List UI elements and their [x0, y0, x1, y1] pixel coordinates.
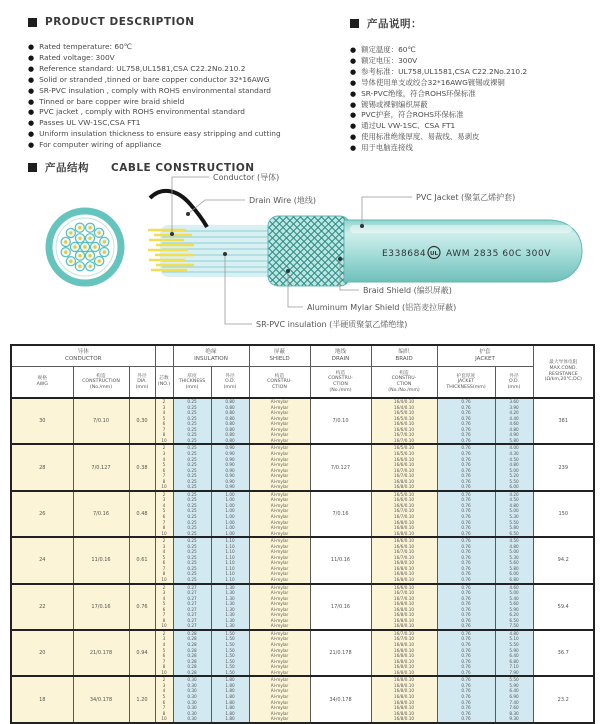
heading-text-cn: 产品说明： [367, 18, 422, 30]
bullet-item: ● Tinned or bare copper wire braid shield [28, 97, 350, 108]
cell-ins_thickness: 0.28 0.28 0.28 0.28 0.28 0.28 0.28 0.28 [173, 630, 211, 676]
cell-jacket_od: 3.60 3.90 4.20 4.40 4.60 4.80 4.90 5.80 [495, 398, 533, 444]
group-header-cell: 编织 BRAID [371, 345, 437, 367]
section-heading-en [28, 16, 350, 28]
construction-heading-en: CABLE CONSTRUCTION [111, 161, 255, 174]
cell-dia: 0.38 [129, 444, 155, 490]
cell-ins_od: 0.90 0.90 0.90 0.90 0.90 0.90 0.90 0.90 [211, 444, 249, 490]
cell-awg: 20 [11, 630, 73, 676]
cell-cores: 2 3 4 5 6 7 8 10 [155, 444, 173, 490]
group-header-cell [155, 345, 173, 367]
cell-ins_od: 1.80 1.80 1.80 1.80 1.80 1.80 1.80 1.80 [211, 676, 249, 722]
bullet-item: ● Uniform insulation thickness to ensure easy stripping and cutting [28, 129, 350, 140]
bullet-item: ● PVC护套，符合ROHS环保标准 [350, 110, 600, 121]
cell-jacket_thickness: 0.76 0.76 0.76 0.76 0.76 0.76 0.76 0.76 [437, 398, 495, 444]
bullet-item: ● Reference standard: UL758,UL1581,CSA C22.2No.210.2 [28, 64, 350, 75]
cell-res: 36.7 [533, 630, 594, 676]
cell-awg: 24 [11, 537, 73, 583]
bullet-list-cn [350, 45, 600, 154]
awg-row-20 [11, 630, 594, 676]
bullet-item: ● SR-PVC insulation , comply with ROHS environmental standard [28, 86, 350, 97]
group-header-cell: 护套 JACKET [437, 345, 533, 367]
cell-ins_od: 1.30 1.30 1.30 1.30 1.30 1.30 1.30 1.30 [211, 584, 249, 630]
awg-row-18 [11, 676, 594, 722]
cable-diagram [10, 168, 593, 340]
label-drain-wire: Drain Wire (地线) [249, 196, 316, 206]
cell-jacket_od: 4.80 5.10 5.50 5.90 6.40 6.80 7.10 7.90 [495, 630, 533, 676]
bullet-item: ● Solid or stranded ,tinned or bare copper conductor 32*16AWG [28, 75, 350, 86]
cell-awg: 18 [11, 676, 73, 722]
cell-cores: 2 3 4 5 6 7 8 10 [155, 398, 173, 444]
cell-drain: 7/0.16 [310, 491, 371, 537]
bullet-item: ● 通过UL VW-1SC、CSA FT1 [350, 121, 600, 132]
cable-construction-section [0, 160, 603, 342]
cell-drain: 7/0.127 [310, 444, 371, 490]
cell-res: 381 [533, 398, 594, 444]
cell-construction: 17/0.16 [73, 584, 129, 630]
bullet-item: ● For computer wiring of appliance [28, 140, 350, 151]
column-header-construction: 构造 CONSTRUCTION (No./mm) [73, 367, 129, 399]
cell-construction: 21/0.178 [73, 630, 129, 676]
construction-heading-cn: 产品结构 [45, 162, 89, 175]
cell-jacket_od: 4.50 4.80 5.00 5.30 5.60 5.80 6.00 6.80 [495, 537, 533, 583]
cell-construction: 7/0.10 [73, 398, 129, 444]
cell-shield: Al-mylar Al-mylar Al-mylar Al-mylar Al-mylar Al-mylar Al-mylar Al-mylar [249, 630, 310, 676]
cell-braid: 16/7/0.10 16/7/0.10 16/8/0.10 16/8/0.10 16/8/0.10 16/8/0.10 16/8/0.10 16/8/0.10 [371, 630, 437, 676]
column-header-dia: 外径 DIA. (mm) [129, 367, 155, 399]
cell-construction: 34/0.178 [73, 676, 129, 722]
drain-wire [150, 191, 207, 227]
cell-drain: 17/0.16 [310, 584, 371, 630]
cable-print-cert: E338684 [382, 249, 427, 260]
square-bullet-icon [350, 19, 359, 28]
conductor-strands [148, 230, 194, 270]
cell-shield: Al-mylar Al-mylar Al-mylar Al-mylar Al-mylar Al-mylar Al-mylar Al-mylar [249, 398, 310, 444]
cell-jacket_thickness: 0.76 0.76 0.76 0.76 0.76 0.76 0.76 0.76 [437, 676, 495, 722]
bullet-item: ● 使用标准绝缘厚度、易裁线、易剥皮 [350, 132, 600, 143]
svg-text:UL: UL [430, 251, 438, 258]
table-group-header-row [11, 345, 594, 367]
column-header-braid: 构造 CONSTRU- CTION (No./No./mm) [371, 367, 437, 399]
cell-jacket_od: 4.20 4.50 4.80 5.00 5.30 5.50 5.80 6.50 [495, 491, 533, 537]
product-description-section [0, 0, 603, 154]
column-header-drain: 构造 CONSTRU- CTION (No./mm) [310, 367, 371, 399]
column-header-jacket_od: 外径 O.D. (mm) [495, 367, 533, 399]
cell-dia: 0.94 [129, 630, 155, 676]
cell-drain: 11/0.16 [310, 537, 371, 583]
bullet-item: ● Passes UL VW-1SC,CSA FT1 [28, 118, 350, 129]
cell-dia: 0.61 [129, 537, 155, 583]
cell-awg: 30 [11, 398, 73, 444]
cell-braid: 16/5/0.10 16/5/0.10 16/6/0.10 16/6/0.10 16/7/0.10 16/7/0.10 16/8/0.10 16/8/0.10 [371, 444, 437, 490]
product-description-cn [350, 16, 600, 154]
square-bullet-icon [28, 18, 37, 27]
bullet-item: ● SR-PVC绝缘，符合ROHS环保标准 [350, 89, 600, 100]
cell-ins_thickness: 0.27 0.27 0.27 0.27 0.27 0.27 0.27 0.27 [173, 584, 211, 630]
cell-ins_thickness: 0.25 0.25 0.25 0.25 0.25 0.25 0.25 0.25 [173, 537, 211, 583]
cell-shield: Al-mylar Al-mylar Al-mylar Al-mylar Al-mylar Al-mylar Al-mylar Al-mylar [249, 491, 310, 537]
bullet-item: ● 用于电脑连接线 [350, 143, 600, 154]
label-conductor: Conductor (导体) [213, 173, 280, 183]
cell-res: 94.2 [533, 537, 594, 583]
cell-cores: 2 3 4 5 6 7 8 10 [155, 537, 173, 583]
product-description-en [28, 16, 350, 154]
awg-row-24 [11, 537, 594, 583]
cell-awg: 26 [11, 491, 73, 537]
cell-ins_od: 1.50 1.50 1.50 1.50 1.50 1.50 1.50 1.50 [211, 630, 249, 676]
cell-shield: Al-mylar Al-mylar Al-mylar Al-mylar Al-mylar Al-mylar Al-mylar Al-mylar [249, 676, 310, 722]
specification-table [10, 344, 595, 724]
cell-ins_od: 1.10 1.10 1.10 1.10 1.10 1.10 1.10 1.10 [211, 537, 249, 583]
group-header-cell: 屏蔽 SHIELD [249, 345, 310, 367]
cell-drain: 34/0.178 [310, 676, 371, 722]
cell-ins_thickness: 0.25 0.25 0.25 0.25 0.25 0.25 0.25 0.25 [173, 398, 211, 444]
cell-shield: Al-mylar Al-mylar Al-mylar Al-mylar Al-mylar Al-mylar Al-mylar Al-mylar [249, 537, 310, 583]
cell-cores: 2 3 4 5 6 7 8 10 [155, 630, 173, 676]
cable-cross-section [49, 211, 121, 283]
column-header-jacket_thickness: 护套厚度 JACKET THICKNESS(mm) [437, 367, 495, 399]
bullet-item: ● Rated voltage: 300V [28, 53, 350, 64]
cell-dia: 0.30 [129, 398, 155, 444]
cell-jacket_od: 4.00 4.30 4.50 4.80 5.00 5.20 5.50 6.00 [495, 444, 533, 490]
cell-jacket_thickness: 0.76 0.76 0.76 0.76 0.76 0.76 0.76 0.76 [437, 537, 495, 583]
group-header-cell: 绝缘 INSULATION [173, 345, 249, 367]
cell-awg: 22 [11, 584, 73, 630]
cell-res: 150 [533, 491, 594, 537]
cell-braid: 16/5/0.10 16/6/0.10 16/6/0.10 16/7/0.10 16/7/0.10 16/8/0.10 16/8/0.10 16/8/0.10 [371, 491, 437, 537]
resistance-header-cell: 最大导体电阻 MAX.COND. RESISTANCE (Ω/km,20℃,DC) [533, 345, 594, 398]
label-sr-pvc-insulation: SR-PVC insulation (半硬质聚氯乙烯绝缘) [256, 320, 408, 330]
label-aluminum-mylar: Aluminum Mylar Shield (铝箔麦拉屏蔽) [307, 303, 457, 313]
cell-construction: 7/0.16 [73, 491, 129, 537]
group-header-cell: 导体 CONDUCTOR [11, 345, 155, 367]
table-subheader-row [11, 367, 594, 399]
cell-jacket_thickness: 0.76 0.76 0.76 0.76 0.76 0.76 0.76 0.76 [437, 630, 495, 676]
bullet-item: ● Rated temperature: 60℃ [28, 42, 350, 53]
cell-jacket_od: 5.50 5.90 6.40 6.90 7.40 7.60 8.30 9.30 [495, 676, 533, 722]
section-heading-cn [350, 16, 600, 31]
cell-shield: Al-mylar Al-mylar Al-mylar Al-mylar Al-mylar Al-mylar Al-mylar Al-mylar [249, 444, 310, 490]
bullet-item: ● 镀锡或裸铜编织屏蔽 [350, 100, 600, 111]
cell-res: 23.2 [533, 676, 594, 722]
cell-ins_thickness: 0.25 0.25 0.25 0.25 0.25 0.25 0.25 0.25 [173, 491, 211, 537]
cell-dia: 1.20 [129, 676, 155, 722]
cell-awg: 28 [11, 444, 73, 490]
cell-res: 239 [533, 444, 594, 490]
column-header-ins_thickness: 厚度 THICKNESS (mm) [173, 367, 211, 399]
awg-row-22 [11, 584, 594, 630]
cell-construction: 11/0.16 [73, 537, 129, 583]
cell-braid: 16/8/0.10 16/8/0.10 16/8/0.10 16/8/0.10 16/8/0.10 16/8/0.10 16/8/0.10 16/8/0.10 [371, 676, 437, 722]
cell-drain: 21/0.178 [310, 630, 371, 676]
awg-row-28 [11, 444, 594, 490]
bullet-item: ● 参考标准：UL758,UL1581,CSA C22.2No.210.2 [350, 67, 600, 78]
cell-ins_od: 0.80 0.80 0.80 0.80 0.80 0.80 0.80 0.80 [211, 398, 249, 444]
cell-drain: 7/0.10 [310, 398, 371, 444]
label-braid-shield: Braid Shield (编织屏蔽) [363, 286, 452, 296]
cell-braid: 16/6/0.10 16/7/0.10 16/7/0.10 16/8/0.10 16/8/0.10 16/8/0.10 16/8/0.10 16/8/0.10 [371, 584, 437, 630]
cell-construction: 7/0.127 [73, 444, 129, 490]
bullet-list-en [28, 42, 350, 151]
column-header-ins_od: 外径 O.D. (mm) [211, 367, 249, 399]
column-header-cores: 芯数 (NO.) [155, 367, 173, 399]
column-header-awg: 规格 AWG [11, 367, 73, 399]
pvc-jacket-section [344, 220, 582, 282]
cell-dia: 0.76 [129, 584, 155, 630]
cell-jacket_thickness: 0.76 0.76 0.76 0.76 0.76 0.76 0.76 0.76 [437, 491, 495, 537]
awg-row-30 [11, 398, 594, 444]
cell-cores: 2 3 4 5 6 7 8 10 [155, 491, 173, 537]
cell-cores: 2 3 4 5 6 7 8 10 [155, 676, 173, 722]
cell-braid: 16/4/0.10 16/4/0.10 16/5/0.10 16/5/0.10 16/6/0.10 16/6/0.10 16/7/0.10 16/7/0.10 [371, 398, 437, 444]
cell-res: 59.4 [533, 584, 594, 630]
cell-jacket_thickness: 0.76 0.76 0.76 0.76 0.76 0.76 0.76 0.76 [437, 584, 495, 630]
heading-text-en: PRODUCT DESCRIPTION [45, 16, 195, 28]
bullet-item: ● PVC jacket , comply with ROHS environmental standard [28, 107, 350, 118]
awg-row-26 [11, 491, 594, 537]
cell-jacket_thickness: 0.76 0.76 0.76 0.76 0.76 0.76 0.76 0.76 [437, 444, 495, 490]
group-header-cell: 地线 DRAIN [310, 345, 371, 367]
cell-shield: Al-mylar Al-mylar Al-mylar Al-mylar Al-mylar Al-mylar Al-mylar Al-mylar [249, 584, 310, 630]
cell-ins_thickness: 0.25 0.25 0.25 0.25 0.25 0.25 0.25 0.25 [173, 444, 211, 490]
column-header-shield: 构造 CONSTRU- CTION [249, 367, 310, 399]
cell-ins_od: 1.00 1.00 1.00 1.00 1.00 1.00 1.00 1.00 [211, 491, 249, 537]
cell-cores: 2 3 4 5 6 7 8 10 [155, 584, 173, 630]
cell-dia: 0.48 [129, 491, 155, 537]
bullet-item: ● 额定温度：60℃ [350, 45, 600, 56]
cell-jacket_od: 4.60 5.00 5.40 5.60 5.90 6.20 6.50 7.50 [495, 584, 533, 630]
cell-ins_thickness: 0.30 0.30 0.30 0.30 0.30 0.30 0.30 0.30 [173, 676, 211, 722]
bullet-item: ● 额定电压：300V [350, 56, 600, 67]
cell-braid: 16/6/0.10 16/6/0.10 16/7/0.10 16/7/0.10 16/8/0.10 16/8/0.10 16/8/0.10 16/8/0.10 [371, 537, 437, 583]
label-pvc-jacket: PVC Jacket (聚氯乙烯护套) [416, 193, 516, 203]
cable-print-rating: AWM 2835 60C 300V [446, 249, 552, 260]
braid-shield-section [268, 216, 350, 286]
bullet-item: ● 导体使用单支或绞合32*16AWG镀锡或裸铜 [350, 78, 600, 89]
